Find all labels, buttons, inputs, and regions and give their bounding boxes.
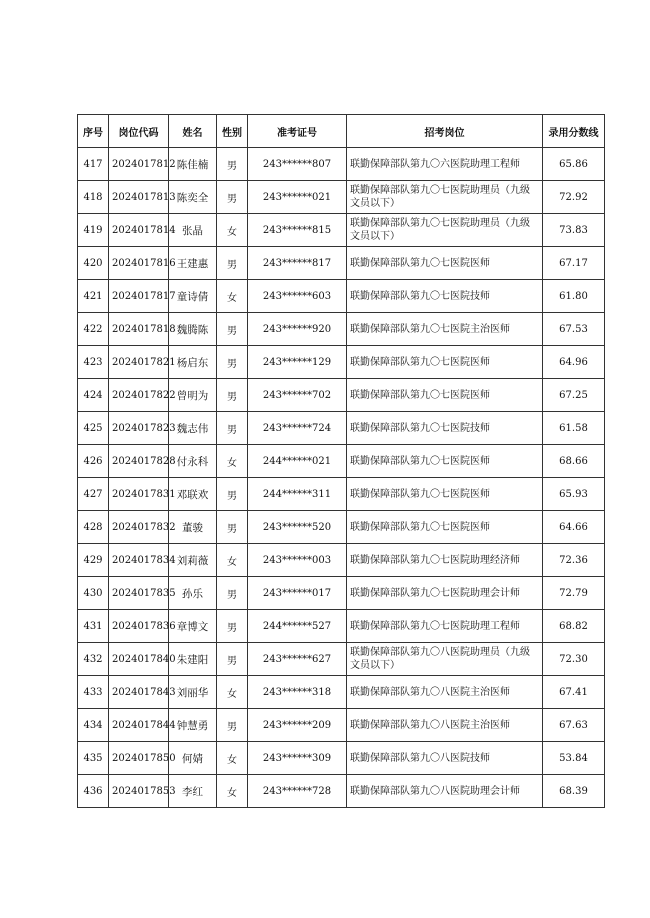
- exam-id-cell: 243******021: [248, 181, 347, 214]
- table-row: [78, 610, 605, 643]
- position-code-cell: 2024017812: [109, 148, 169, 181]
- serial-cell: 434: [78, 709, 109, 742]
- position-cell: 联勤保障部队第九〇七医院医师: [347, 445, 543, 478]
- name-cell: 魏腾陈: [169, 313, 217, 346]
- name-cell: 付永科: [169, 445, 217, 478]
- exam-id-cell: 244******311: [248, 478, 347, 511]
- table-row: [78, 577, 605, 610]
- position-cell: 联勤保障部队第九〇七医院医师: [347, 379, 543, 412]
- score-line-cell: 61.80: [543, 280, 605, 313]
- position-code-cell: 2024017836: [109, 610, 169, 643]
- table-row: [78, 709, 605, 742]
- table-row: [78, 247, 605, 280]
- table-row: [78, 412, 605, 445]
- serial-cell: 423: [78, 346, 109, 379]
- table-row: [78, 445, 605, 478]
- exam-id-cell: 243******627: [248, 643, 347, 676]
- gender-cell: 男: [217, 181, 248, 214]
- serial-cell: 418: [78, 181, 109, 214]
- position-cell: 联勤保障部队第九〇六医院助理工程师: [347, 148, 543, 181]
- position-code-cell: 2024017831: [109, 478, 169, 511]
- score-line-cell: 68.39: [543, 775, 605, 808]
- position-code-cell: 2024017813: [109, 181, 169, 214]
- table-row: [78, 775, 605, 808]
- position-cell: 联勤保障部队第九〇八医院助理会计师: [347, 775, 543, 808]
- position-cell: 联勤保障部队第九〇七医院医师: [347, 247, 543, 280]
- position-cell: 联勤保障部队第九〇七医院技师: [347, 280, 543, 313]
- gender-cell: 女: [217, 775, 248, 808]
- exam-id-cell: 243******817: [248, 247, 347, 280]
- header-position-code: 岗位代码: [109, 115, 169, 148]
- name-cell: 钟慧勇: [169, 709, 217, 742]
- exam-id-cell: 243******920: [248, 313, 347, 346]
- exam-id-cell: 244******527: [248, 610, 347, 643]
- serial-cell: 432: [78, 643, 109, 676]
- position-code-cell: 2024017835: [109, 577, 169, 610]
- serial-cell: 435: [78, 742, 109, 775]
- gender-cell: 男: [217, 478, 248, 511]
- position-cell: 联勤保障部队第九〇七医院助理经济师: [347, 544, 543, 577]
- position-code-cell: 2024017843: [109, 676, 169, 709]
- name-cell: 何婧: [169, 742, 217, 775]
- score-line-cell: 68.66: [543, 445, 605, 478]
- exam-id-cell: 243******318: [248, 676, 347, 709]
- serial-cell: 429: [78, 544, 109, 577]
- serial-cell: 430: [78, 577, 109, 610]
- header-name: 姓名: [169, 115, 217, 148]
- gender-cell: 男: [217, 346, 248, 379]
- score-line-cell: 53.84: [543, 742, 605, 775]
- name-cell: 刘丽华: [169, 676, 217, 709]
- gender-cell: 女: [217, 742, 248, 775]
- position-cell: 联勤保障部队第九〇七医院主治医师: [347, 313, 543, 346]
- score-line-cell: 64.66: [543, 511, 605, 544]
- table-body: [78, 148, 605, 808]
- header-score-line: 录用分数线: [543, 115, 605, 148]
- gender-cell: 男: [217, 643, 248, 676]
- table-row: [78, 676, 605, 709]
- position-cell: 联勤保障部队第九〇八医院主治医师: [347, 676, 543, 709]
- score-line-cell: 61.58: [543, 412, 605, 445]
- exam-id-cell: 243******603: [248, 280, 347, 313]
- position-cell: 联勤保障部队第九〇七医院医师: [347, 346, 543, 379]
- name-cell: 杨启东: [169, 346, 217, 379]
- serial-cell: 427: [78, 478, 109, 511]
- exam-id-cell: 243******129: [248, 346, 347, 379]
- position-cell: 联勤保障部队第九〇七医院助理会计师: [347, 577, 543, 610]
- position-cell: 联勤保障部队第九〇七医院医师: [347, 478, 543, 511]
- name-cell: 童诗倩: [169, 280, 217, 313]
- serial-cell: 422: [78, 313, 109, 346]
- score-line-cell: 65.93: [543, 478, 605, 511]
- serial-cell: 428: [78, 511, 109, 544]
- serial-cell: 421: [78, 280, 109, 313]
- header-gender: 性别: [217, 115, 248, 148]
- exam-id-cell: 243******309: [248, 742, 347, 775]
- table-row: [78, 742, 605, 775]
- name-cell: 邓联欢: [169, 478, 217, 511]
- exam-id-cell: 243******815: [248, 214, 347, 247]
- header-row: [78, 115, 605, 148]
- position-code-cell: 2024017850: [109, 742, 169, 775]
- score-line-cell: 72.92: [543, 181, 605, 214]
- score-line-cell: 64.96: [543, 346, 605, 379]
- gender-cell: 女: [217, 280, 248, 313]
- score-line-cell: 67.53: [543, 313, 605, 346]
- gender-cell: 男: [217, 412, 248, 445]
- table-row: [78, 379, 605, 412]
- exam-id-cell: 243******520: [248, 511, 347, 544]
- gender-cell: 女: [217, 676, 248, 709]
- exam-id-cell: 243******003: [248, 544, 347, 577]
- gender-cell: 女: [217, 445, 248, 478]
- exam-id-cell: 243******017: [248, 577, 347, 610]
- position-cell: 联勤保障部队第九〇七医院技师: [347, 412, 543, 445]
- serial-cell: 433: [78, 676, 109, 709]
- name-cell: 李红: [169, 775, 217, 808]
- table-row: [78, 148, 605, 181]
- serial-cell: 424: [78, 379, 109, 412]
- name-cell: 曾明为: [169, 379, 217, 412]
- serial-cell: 417: [78, 148, 109, 181]
- name-cell: 陈佳楠: [169, 148, 217, 181]
- score-line-cell: 68.82: [543, 610, 605, 643]
- score-line-cell: 65.86: [543, 148, 605, 181]
- serial-cell: 426: [78, 445, 109, 478]
- name-cell: 朱建阳: [169, 643, 217, 676]
- gender-cell: 男: [217, 709, 248, 742]
- table-row: [78, 511, 605, 544]
- score-line-cell: 67.17: [543, 247, 605, 280]
- name-cell: 刘莉薇: [169, 544, 217, 577]
- score-line-cell: 72.30: [543, 643, 605, 676]
- position-cell: 联勤保障部队第九〇八医院主治医师: [347, 709, 543, 742]
- gender-cell: 女: [217, 544, 248, 577]
- table-row: [78, 313, 605, 346]
- header-serial: 序号: [78, 115, 109, 148]
- exam-id-cell: 243******807: [248, 148, 347, 181]
- header-position: 招考岗位: [347, 115, 543, 148]
- header-exam-id: 准考证号: [248, 115, 347, 148]
- position-code-cell: 2024017823: [109, 412, 169, 445]
- score-line-cell: 67.25: [543, 379, 605, 412]
- position-code-cell: 2024017828: [109, 445, 169, 478]
- exam-id-cell: 243******724: [248, 412, 347, 445]
- gender-cell: 男: [217, 379, 248, 412]
- exam-id-cell: 243******702: [248, 379, 347, 412]
- serial-cell: 425: [78, 412, 109, 445]
- position-code-cell: 2024017822: [109, 379, 169, 412]
- score-line-cell: 67.41: [543, 676, 605, 709]
- table-row: [78, 214, 605, 247]
- table-row: [78, 346, 605, 379]
- gender-cell: 男: [217, 610, 248, 643]
- score-line-cell: 72.79: [543, 577, 605, 610]
- gender-cell: 男: [217, 247, 248, 280]
- position-code-cell: 2024017814: [109, 214, 169, 247]
- name-cell: 张晶: [169, 214, 217, 247]
- position-code-cell: 2024017817: [109, 280, 169, 313]
- score-line-cell: 67.63: [543, 709, 605, 742]
- position-code-cell: 2024017853: [109, 775, 169, 808]
- position-cell: 联勤保障部队第九〇八医院技师: [347, 742, 543, 775]
- results-table: [77, 114, 605, 808]
- serial-cell: 420: [78, 247, 109, 280]
- position-code-cell: 2024017818: [109, 313, 169, 346]
- position-cell: 联勤保障部队第九〇七医院助理员（九级文员以下）: [347, 214, 543, 247]
- exam-id-cell: 244******021: [248, 445, 347, 478]
- serial-cell: 431: [78, 610, 109, 643]
- position-cell: 联勤保障部队第九〇七医院助理工程师: [347, 610, 543, 643]
- exam-id-cell: 243******728: [248, 775, 347, 808]
- position-cell: 联勤保障部队第九〇七医院助理员（九级文员以下）: [347, 181, 543, 214]
- name-cell: 王建惠: [169, 247, 217, 280]
- table-row: [78, 478, 605, 511]
- gender-cell: 男: [217, 577, 248, 610]
- position-cell: 联勤保障部队第九〇八医院助理员（九级文员以下）: [347, 643, 543, 676]
- exam-id-cell: 243******209: [248, 709, 347, 742]
- table-row: [78, 643, 605, 676]
- name-cell: 董骏: [169, 511, 217, 544]
- serial-cell: 436: [78, 775, 109, 808]
- name-cell: 章博文: [169, 610, 217, 643]
- table-row: [78, 280, 605, 313]
- position-code-cell: 2024017840: [109, 643, 169, 676]
- position-code-cell: 2024017816: [109, 247, 169, 280]
- table-row: [78, 544, 605, 577]
- serial-cell: 419: [78, 214, 109, 247]
- gender-cell: 男: [217, 148, 248, 181]
- gender-cell: 男: [217, 511, 248, 544]
- score-line-cell: 73.83: [543, 214, 605, 247]
- position-code-cell: 2024017832: [109, 511, 169, 544]
- name-cell: 孙乐: [169, 577, 217, 610]
- position-code-cell: 2024017834: [109, 544, 169, 577]
- gender-cell: 男: [217, 313, 248, 346]
- name-cell: 陈奕全: [169, 181, 217, 214]
- gender-cell: 女: [217, 214, 248, 247]
- position-code-cell: 2024017844: [109, 709, 169, 742]
- position-cell: 联勤保障部队第九〇七医院医师: [347, 511, 543, 544]
- position-code-cell: 2024017821: [109, 346, 169, 379]
- score-line-cell: 72.36: [543, 544, 605, 577]
- name-cell: 魏志伟: [169, 412, 217, 445]
- table-row: [78, 181, 605, 214]
